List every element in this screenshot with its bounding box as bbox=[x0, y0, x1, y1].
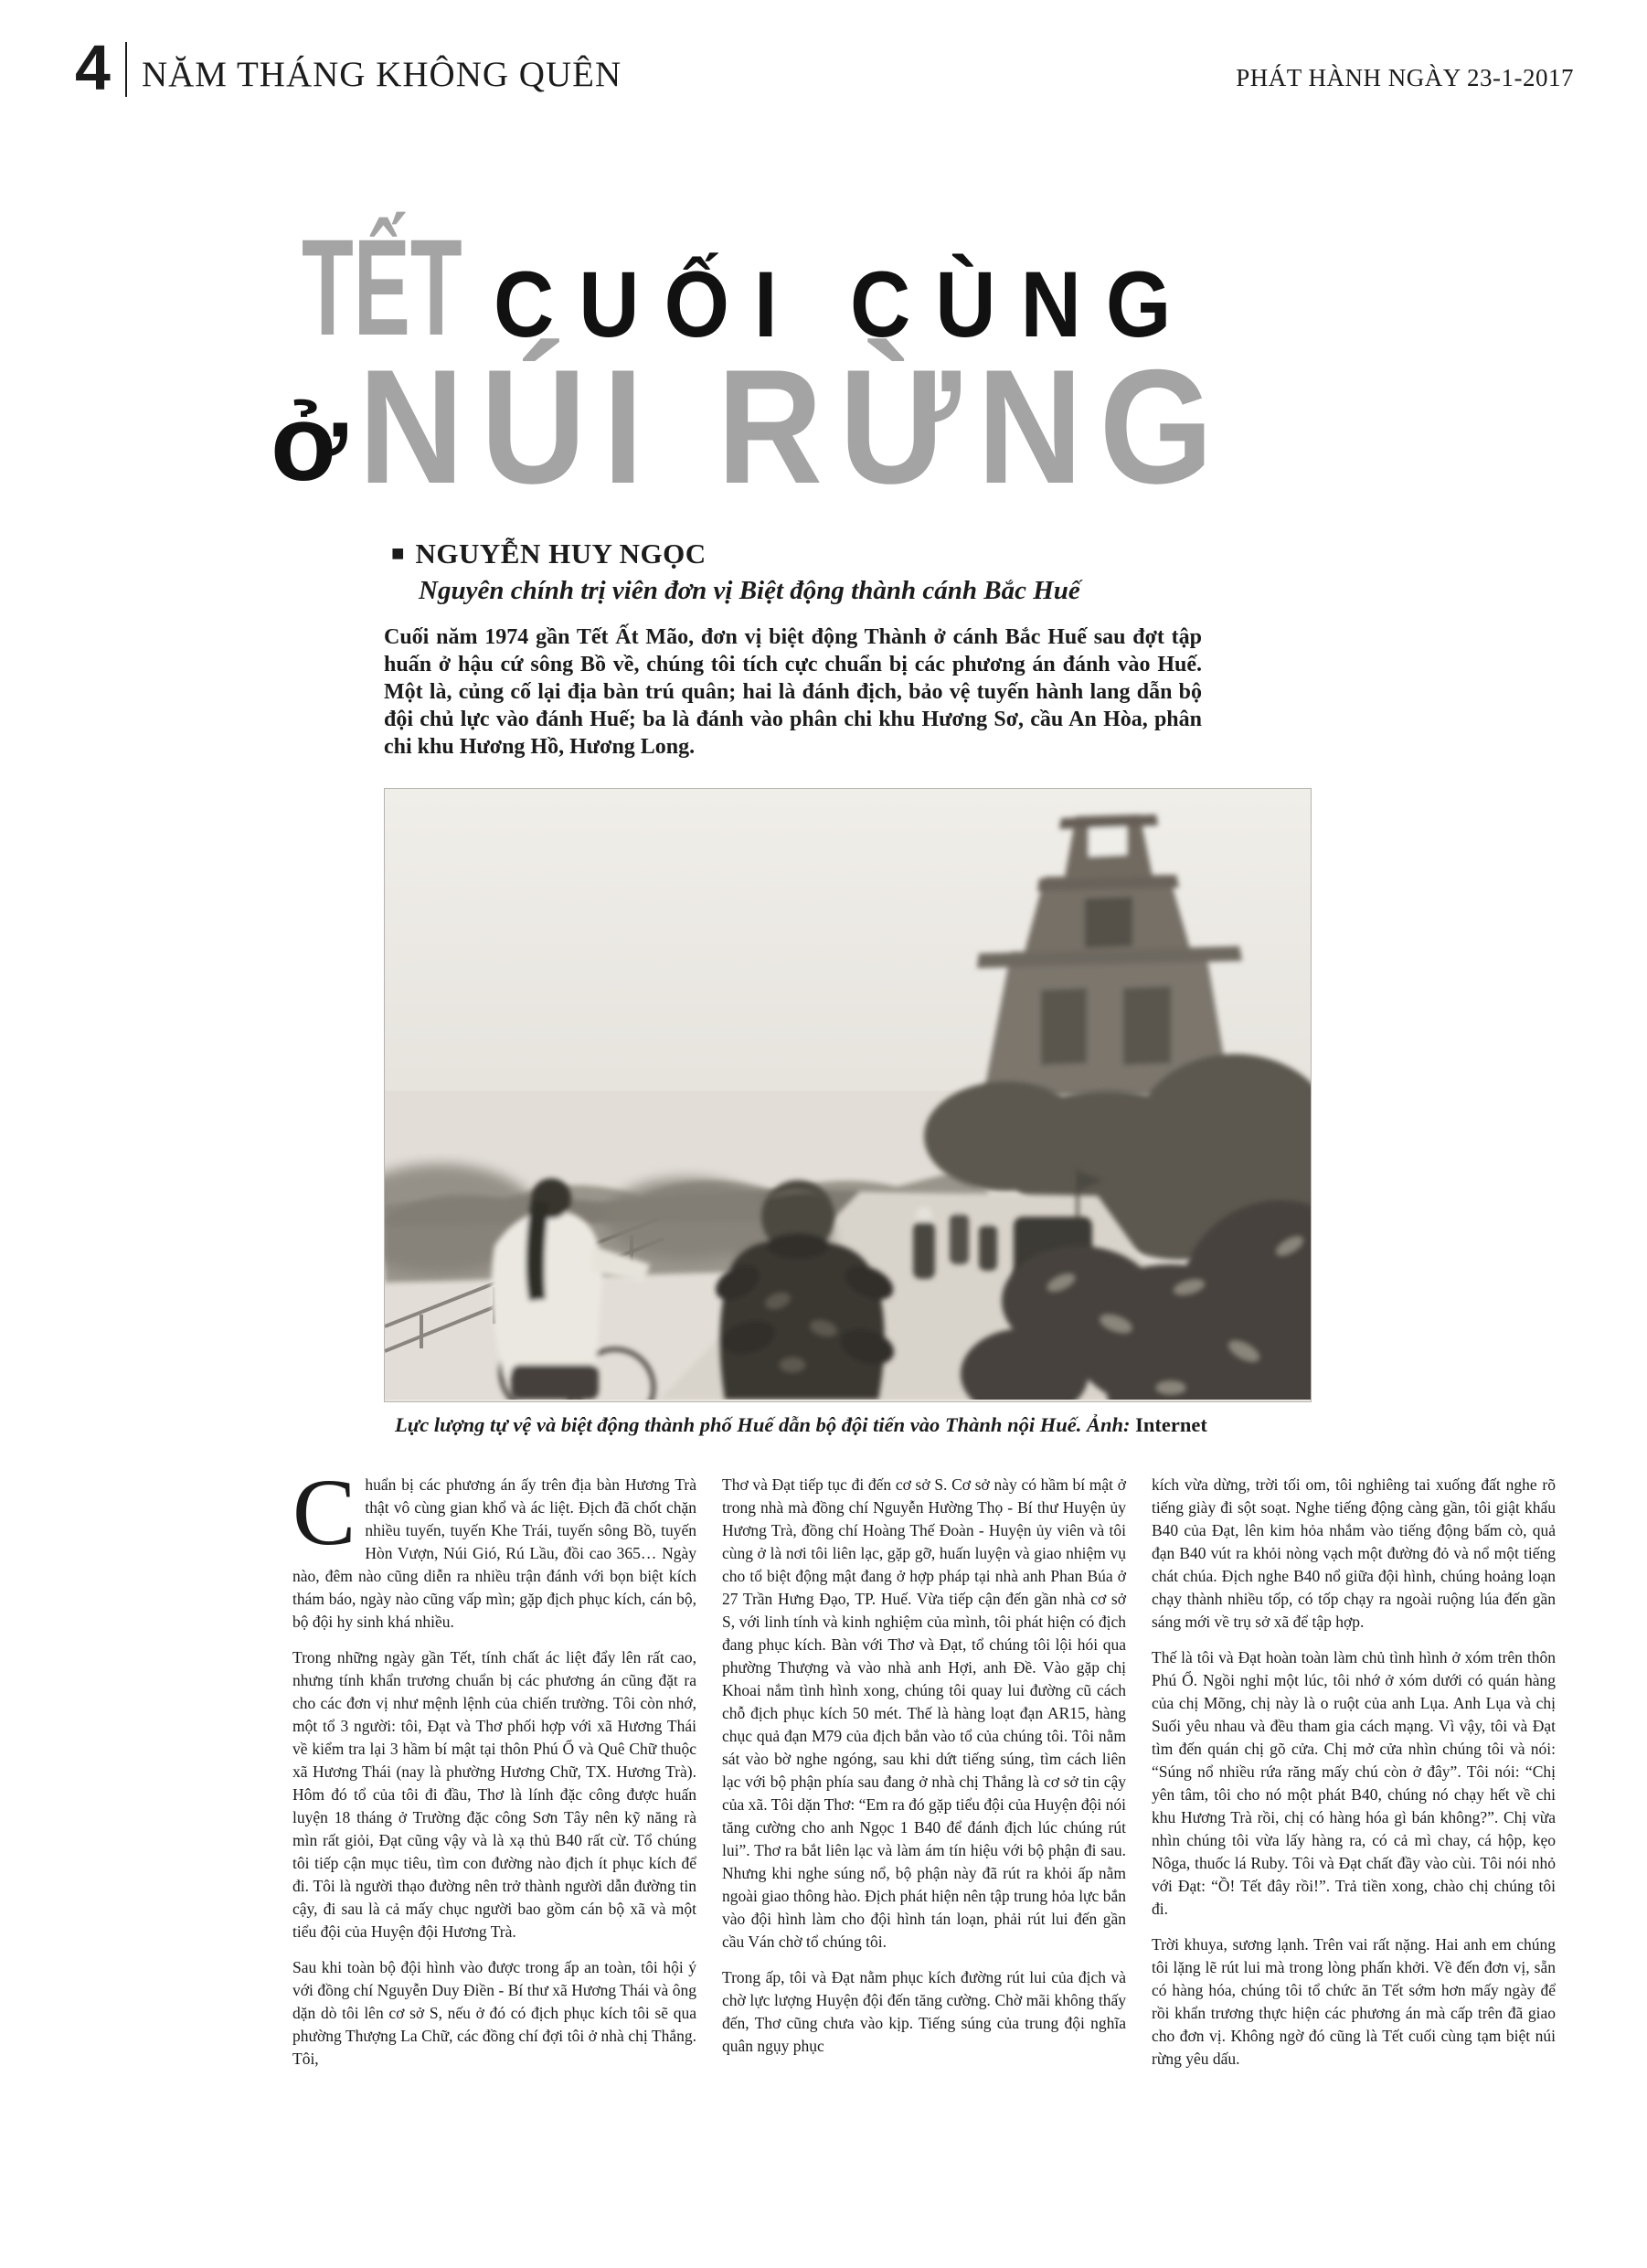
byline-author: NGUYỄN HUY NGỌC bbox=[415, 538, 707, 570]
body-paragraph: Sau khi toàn bộ đội hình vào được trong ấp an toàn, tôi hội ý với đồng chí Nguyễn Duy Điền - Bí thư xã Hương Thái và ông dặn dò tôi lên cơ sở S, nếu ở đó có địch phục kích tôi sẽ qua phường Thượng La Chữ, các đồng chí đợi tôi ở nhà chị Thắng. Tôi, bbox=[292, 1958, 696, 2068]
body-paragraph: Trong ấp, tôi và Đạt nằm phục kích đường rút lui của địch và chờ lực lượng Huyện đội đến tăng cường. Chờ mãi không thấy đến, Thơ cũng chưa vào kịp. Tiếng súng của trung đội nghĩa quân ngụy phục bbox=[722, 1968, 1126, 2055]
masthead-divider bbox=[125, 42, 127, 97]
article-photo bbox=[384, 788, 1312, 1402]
lead-paragraph: Cuối năm 1974 gần Tết Ất Mão, đơn vị biệt động Thành ở cánh Bắc Huế sau đợt tập huấn ở hậu cứ sông Bồ về, chúng tôi tích cực chuẩn bị các phương án đánh vào Huế. Một là, củng cố lại địa bàn trú quân; hai là đánh địch, bảo vệ tuyến hành lang dẫn bộ đội chủ lực vào đánh Huế; ba là đánh vào phân chi khu Hương Sơ, cầu An Hòa, phân chi khu Hương Hồ, Hương Long. bbox=[384, 625, 1202, 759]
body-paragraph: Thế là tôi và Đạt hoàn toàn làm chủ tình hình ở xóm trên thôn Phú Ổ. Ngồi nghỉ một lúc, tôi nhớ ở xóm dưới có quán hàng của chị Mõng, chị này là o ruột của anh Lụa. Anh Lụa và chị Suối yêu nhau và đều tham gia cách mạng. Vì vậy, tôi và Đạt tìm đến quán chị gõ cửa. Chị mở cửa nhìn chúng tôi và nói: “Súng nổ nhiều rứa răng mấy chú còn ở đây”. Tôi nói: “Chị yên tâm, tôi cho nó một phát B40, chúng nó chạy hết về chi khu Hương Trà rồi, chị có hàng hóa gì bán không?”. Chị vừa nhìn chúng tôi vừa lấy hàng ra, có cả mì chay, cá hộp, kẹo Nôga, thuốc lá Ruby. Tôi và Đạt chất đầy vào cùi. Tôi nói nhỏ với Đạt: “Ồ! Tết đây rồi!”. Trả tiền xong, chào chị chúng tôi đi. bbox=[1152, 1648, 1556, 1918]
issue-date: PHÁT HÀNH NGÀY 23-1-2017 bbox=[1236, 64, 1574, 91]
body-paragraph: Chuẩn bị các phương án ấy trên địa bàn Hương Trà thật vô cùng gian khổ và ác liệt. Địch đã chốt chặn nhiều tuyến, tuyến Khe Trái, tuyến sông Bồ, tuyến Hòn Vượn, Núi Gió, Rú Lầu, đồi cao 365… Ngày nào, đêm nào cũng diễn ra nhiều trận đánh với bọn biệt kích thám báo, ngày nào cũng vấp mìn; gặp địch phục kích, cán bộ, bộ đội hy sinh khá nhiều. bbox=[292, 1460, 696, 1631]
byline-role: Nguyên chính trị viên đơn vị Biệt động thành cánh Bắc Huế bbox=[419, 576, 1080, 605]
headline-word-o: ở bbox=[271, 383, 347, 504]
page-number: 4 bbox=[75, 32, 111, 103]
body-paragraph: kích vừa dừng, trời tối om, tôi nghiêng tai xuống đất nghe rõ tiếng giày đi sột soạt. Nghe tiếng động càng gần, tôi giật khẩu B40 của Đạt, lên kim hỏa nhắm vào tiếng động bấm cò, quả đạn B40 vút ra khỏi nòng vạch một đường đỏ và nổ một tiếng chát chúa. Địch nghe B40 nổ giữa đội hình, chúng hoảng loạn chạy thành nhiều tốp, có tốp chạy ra ngoài ruộng lúa đến gần sáng mới về trụ sở xã để tập hợp. bbox=[1152, 1475, 1556, 1631]
headline-word-tet: TẾT bbox=[302, 210, 462, 364]
body-column-2 bbox=[722, 1474, 1126, 2083]
body-paragraph: Trời khuya, sương lạnh. Trên vai rất nặng. Hai anh em chúng tôi lặng lẽ rút lui mà trong lòng phấn khởi. Về đến đơn vị, sẵn có hàng hóa, chúng tôi tổ chức ăn Tết sớm hơn mấy ngày để rồi khẩn trương thực hiện các phương án mà cấp trên đã giao cho đơn vị. Không ngờ đó cũng là Tết cuối cùng tạm biệt núi rừng yêu dấu. bbox=[1152, 1935, 1556, 2068]
headline-word-cuoi-cung: CUỐI CÙNG bbox=[494, 252, 1196, 357]
body-paragraph: Trong những ngày gần Tết, tính chất ác liệt đẩy lên rất cao, nhưng tính khẩn trương chuẩn bị các phương án cũng đặt ra cho các đơn vị như mệnh lệnh của chiến trường. Tôi còn nhớ, một tổ 3 người: tôi, Đạt và Thơ phối hợp với xã Hương Thái về kiểm tra lại 3 hầm bí mật tại thôn Phú Ổ và Quê Chữ thuộc xã Hương Thái (nay là phường Hương Chữ, TX. Hương Trà). Hôm đó tổ của tôi đi đầu, Thơ là lính đặc công được huấn luyện 18 tháng ở Trường đặc công Sơn Tây nên kỹ năng rà mìn rất giỏi, Đạt cũng vậy và là xạ thủ B40 rất cừ. Tổ chúng tôi tiếp cận mục tiêu, tìm con đường nào địch ít phục kích để đi. Tôi là người thạo đường nên trở thành người dẫn đường tin cậy, đi sau là cả mấy chục người bao gồm cán bộ xã và một tiểu đội của Huyện đội Hương Trà. bbox=[292, 1648, 696, 1941]
byline bbox=[391, 538, 1080, 606]
masthead-left bbox=[75, 32, 622, 103]
body-column-3 bbox=[1152, 1474, 1556, 2083]
body-paragraph: Thơ và Đạt tiếp tục đi đến cơ sở S. Cơ sở này có hầm bí mật ở trong nhà mà đồng chí Nguyễn Hường Thọ - Bí thư Huyện ủy Hương Trà, đồng chí Hoàng Thế Đoàn - Huyện ủy viên và tôi cùng ở là nơi tôi liên lạc, gặp gỡ, huấn luyện và giao nhiệm vụ cho tổ biệt động mật đang ở hợp pháp tại nhà anh Phan Búa ở 27 Trần Hưng Đạo, TP. Huế. Vừa tiếp cận đến gần nhà cơ sở S, với linh tính và kinh nghiệm của mình, tôi phát hiện có địch đang phục kích. Bàn với Thơ và Đạt, tổ chúng tôi lội hói qua phường Thượng và vào nhà anh Hợi, anh Đề. Vào gặp chị Khoai nắm tình hình xong, chúng tôi quay lui đường cũ cách chỗ địch phục kích 50 mét. Thế là hàng loạt đạn AR15, hàng chục quả đạn M79 của địch bắn vào tổ của chúng tôi. Tôi nằm sát vào bờ nghe ngóng, sau khi dứt tiếng súng, tìm cách liên lạc với bộ phận phía sau đang ở nhà chị Thắng là cơ sở tin cậy của xã. Tôi dặn Thơ: “Em ra đó gặp tiểu đội của Huyện đội nói tăng cường cho anh Ngọc 1 B40 để đánh địch lúc chúng rút lui”. Thơ ra bắt liên lạc và làm ám tín hiệu với bộ phận đi sau. Nhưng khi nghe súng nổ, bộ phận này đã rút ra khỏi ấp nằm ngoài giao thông hào. Địch phát hiện nên tập trung hỏa lực bắn vào đội hình làm cho đội hình tán loạn, phải rút lui đến gần cầu Ván chờ tổ chúng tôi. bbox=[722, 1475, 1126, 1951]
photo-caption-text: Lực lượng tự vệ và biệt động thành phố Huế dẫn bộ đội tiến vào Thành nội Huế. Ảnh: bbox=[395, 1413, 1136, 1436]
drop-cap: C bbox=[292, 1460, 356, 1565]
article-body bbox=[292, 1460, 1556, 2083]
photo-caption bbox=[395, 1413, 1309, 1437]
body-column-1 bbox=[292, 1460, 696, 2083]
headline-word-nui-rung: NÚI RỪNG bbox=[358, 335, 1230, 517]
photo-illustration bbox=[385, 789, 1311, 1400]
section-title: NĂM THÁNG KHÔNG QUÊN bbox=[141, 54, 622, 94]
byline-bullet-icon: ■ bbox=[391, 542, 405, 566]
photo-caption-credit: Internet bbox=[1135, 1413, 1207, 1436]
